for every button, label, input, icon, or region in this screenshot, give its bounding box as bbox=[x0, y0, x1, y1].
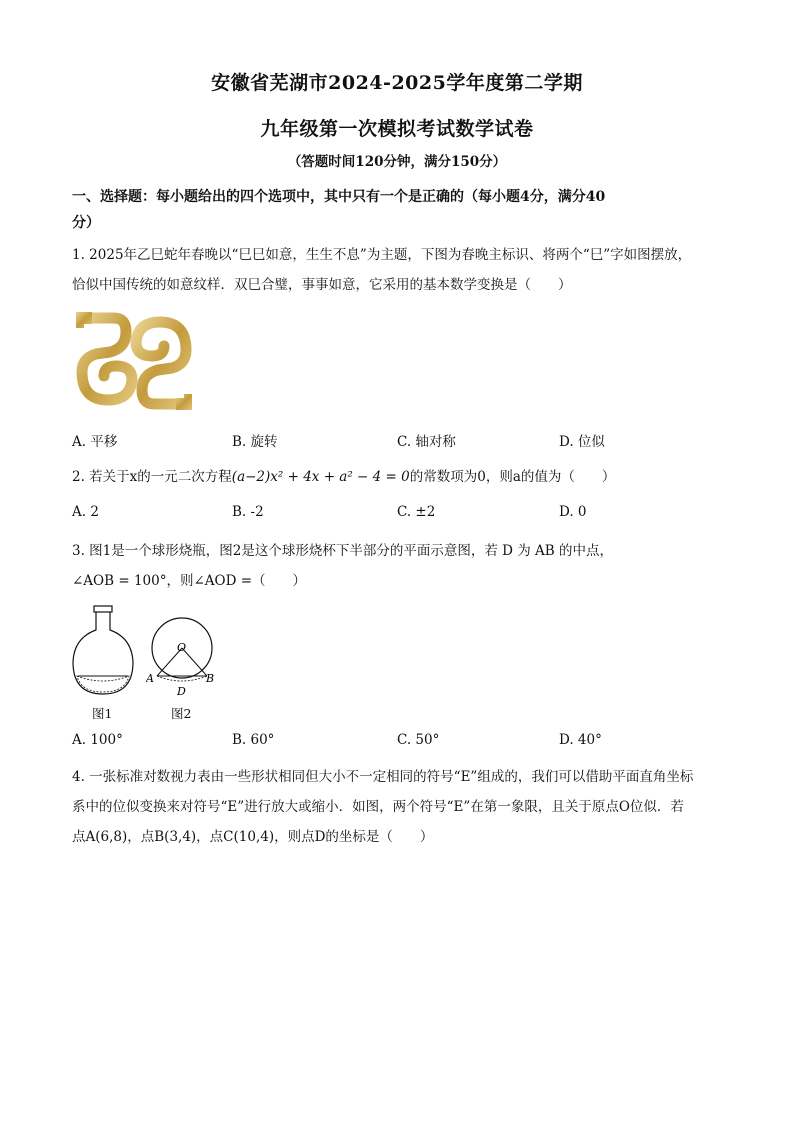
q3-option-d[interactable]: D. 40° bbox=[559, 732, 602, 748]
label-b: B bbox=[206, 672, 215, 685]
question-3-text bbox=[72, 536, 732, 596]
question-4-line3: 点A(6,8)，点B(3,4)，点C(10,4)，则点D的坐标是（ ） bbox=[72, 829, 434, 845]
question-1-options bbox=[72, 430, 732, 454]
section-heading-line2: 分） bbox=[72, 215, 100, 231]
ruyi-logo-image bbox=[74, 310, 194, 412]
question-1-line1: 1. 2025年乙巳蛇年春晚以“巳巳如意，生生不息”为主题，下图为春晚主标识、将两个“巳”字如图摆放， bbox=[72, 247, 692, 263]
label-a: A bbox=[146, 672, 154, 685]
question-4-text bbox=[72, 762, 732, 852]
q2-option-a[interactable]: A. 2 bbox=[72, 504, 99, 520]
question-2-equation: (a−2)x² + 4x + a² − 4 = 0 bbox=[231, 469, 410, 485]
question-2-options bbox=[72, 504, 732, 528]
q3-option-b[interactable]: B. 60° bbox=[232, 732, 275, 748]
label-d: D bbox=[177, 685, 186, 698]
question-4-line1: 4. 一张标准对数视力表由一些形状相同但大小不一定相同的符号“E”组成的，我们可以借助平面直角坐标 bbox=[72, 769, 694, 785]
q1-option-a[interactable]: A. 平移 bbox=[72, 434, 118, 450]
q3-option-a[interactable]: A. 100° bbox=[72, 732, 123, 748]
question-1-text bbox=[72, 240, 732, 300]
exam-title-line1: 安徽省芜湖市2024-2025学年度第二学期 bbox=[211, 72, 583, 94]
question-3-options bbox=[72, 732, 732, 756]
section-heading bbox=[72, 184, 712, 236]
q1-option-d[interactable]: D. 位似 bbox=[559, 434, 605, 450]
q1-option-c[interactable]: C. 轴对称 bbox=[397, 434, 456, 450]
question-3-line2: ∠AOB = 100°，则∠AOD =（ ） bbox=[72, 573, 307, 589]
figure-2-caption: 图2 bbox=[171, 706, 192, 721]
exam-subtitle: （答题时间120分钟，满分150分） bbox=[287, 154, 507, 170]
q3-option-c[interactable]: C. 50° bbox=[397, 732, 440, 748]
q2-option-b[interactable]: B. -2 bbox=[232, 504, 264, 520]
section-heading-line1: 一、选择题：每小题给出的四个选项中，其中只有一个是正确的（每小题4分，满分40 bbox=[72, 189, 606, 205]
figure-1-caption: 图1 bbox=[92, 706, 113, 721]
question-3-line1: 3. 图1是一个球形烧瓶，图2是这个球形烧杯下半部分的平面示意图，若 D 为 AB 的中点， bbox=[72, 543, 614, 559]
question-2-text bbox=[72, 462, 732, 492]
q1-option-b[interactable]: B. 旋转 bbox=[232, 434, 278, 450]
circle-diagram-figure bbox=[146, 604, 218, 700]
exam-title-line2: 九年级第一次模拟考试数学试卷 bbox=[260, 118, 534, 140]
question-2-prefix: 2. 若关于x的一元二次方程 bbox=[72, 469, 232, 485]
q2-option-d[interactable]: D. 0 bbox=[559, 504, 587, 520]
question-4-line2: 系中的位似变换来对符号“E”进行放大或缩小．如图，两个符号“E”在第一象限，且关于原点O位似．若 bbox=[72, 799, 684, 815]
q2-option-c[interactable]: C. ±2 bbox=[397, 504, 436, 520]
flask-figure bbox=[70, 604, 136, 696]
label-o: O bbox=[177, 641, 187, 654]
question-1-line2: 恰似中国传统的如意纹样．双巳合璧，事事如意，它采用的基本数学变换是（ ） bbox=[72, 277, 572, 293]
question-2-suffix: 的常数项为0，则a的值为（ ） bbox=[409, 469, 616, 485]
